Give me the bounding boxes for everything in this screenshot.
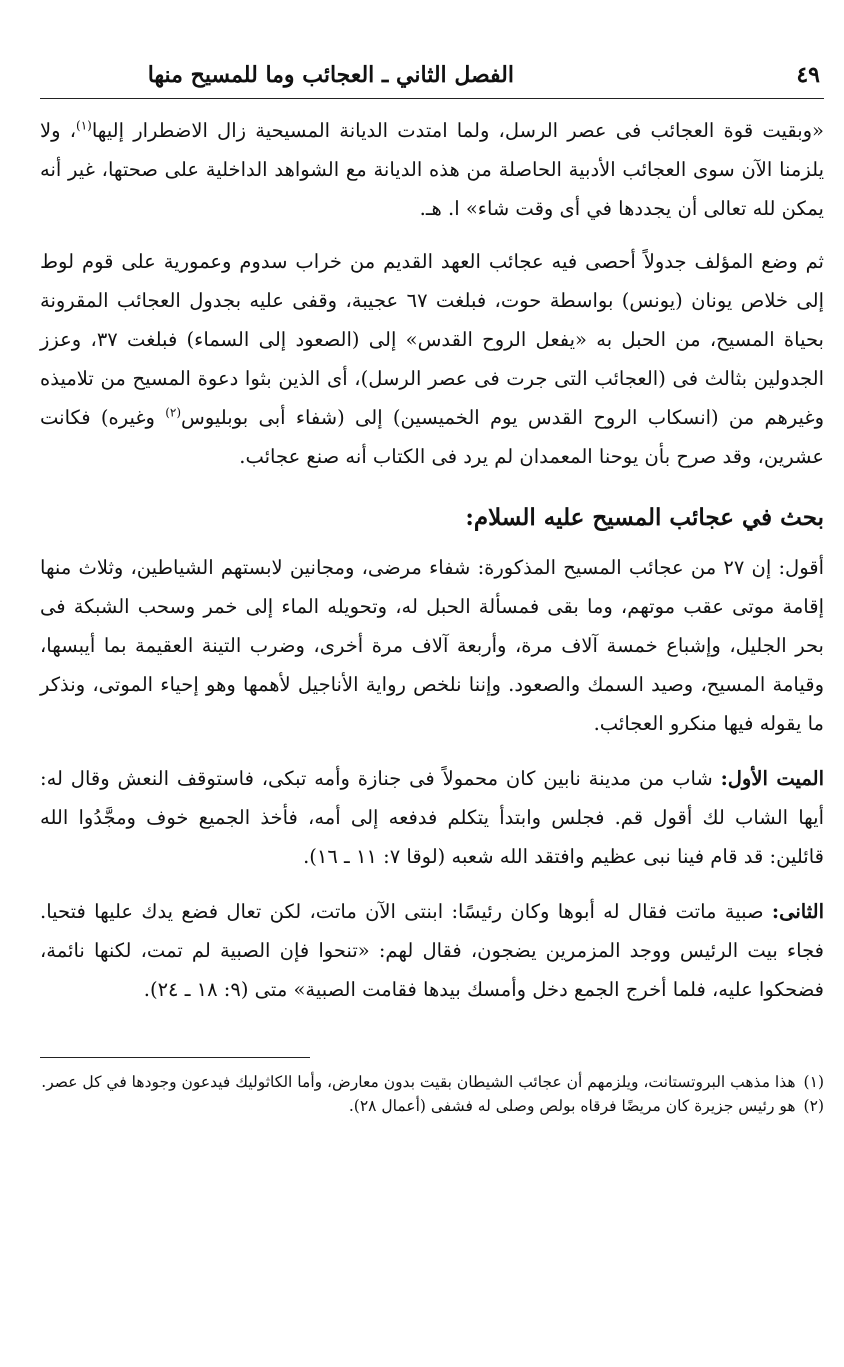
footnote-text: هو رئيس جزيرة كان مريضًا فرقاه بولص وصلى له فشفى (أعمال ٢٨).: [348, 1097, 796, 1115]
paragraph-quote-end: [40, 111, 824, 228]
paragraph-first-dead: [40, 759, 824, 876]
footnote-text: هذا مذهب البروتستانت، ويلزمهم أن عجائب الشيطان بقيت بدون معارض، وأما الكاثوليك فيدعون وجودها في كل عصر.: [41, 1073, 796, 1091]
paragraph-text: شاب من مدينة نابين كان محمولاً فى جنازة وأمه تبكى، فاستوقف النعش وقال له: أيها الشاب لك أقول قم. فجلس وابتدأ يتكلم فدفعه إلى أمه، فأخذ الجميع خوف ومجَّدُوا الله قائلين: قد قام فينا نبى عظيم وافتقد الله شعبه (لوقا ٧: ١١ ـ ١٦).: [40, 767, 824, 868]
paragraph-miracles-summary: أقول: إن ٢٧ من عجائب المسيح المذكورة: شفاء مرضى، ومجانين لابستهم الشياطين، وثلاث منها إقامة موتى عقب موتهم، وما بقى فمسألة الحبل له، وتحويله الماء إلى خمر وسحب الشبكة فى بحر الجليل، وإشباع خمسة آلاف مرة، وأربعة آلاف مرة أخرى، وضرب التينة العقيمة بما أيبسها، وقيامة المسيح، وصيد السمك والصعود. وإننا نلخص رواية الأناجيل لأهمها وهو إحياء الموتى، ونذكر ما يقوله فيها منكرو العجائب.: [40, 556, 825, 735]
footnote-separator: [40, 1057, 824, 1058]
paragraph-text: «وبقيت قوة العجائب فى عصر الرسل، ولما امتدت الديانة المسيحية زال الاضطرار إليها: [91, 119, 824, 142]
footnote-mark: (١): [803, 1073, 824, 1091]
footnote-item: [40, 1094, 824, 1118]
chapter-title: الفصل الثاني ـ العجائب وما للمسيح منها: [147, 62, 514, 88]
footnote-item: [40, 1070, 824, 1094]
paragraph-second-dead: [40, 892, 824, 1009]
paragraph-text: صبية ماتت فقال له أبوها وكان رئيسًا: ابنتى الآن ماتت، لكن تعال فضع يدك عليها فتحيا. فجاء بيت الرئيس ووجد المزمرين يضجون، فقال لهم: «تنحوا فإن الصبية لم تمت، لكنها نائمة، فضحكوا عليه، فلما أخرج الجمع دخل وأمسك بيدها فقامت الصبية» متى (٩: ١٨ ـ ٢٤).: [40, 900, 824, 1001]
footnote-reference: (١): [76, 118, 92, 133]
paragraph-lead: الثانى:: [771, 900, 824, 923]
section-heading: بحث في عجائب المسيح عليه السلام:: [465, 504, 824, 531]
paragraph-text: ثم وضع المؤلف جدولاً أحصى فيه عجائب العهد القديم من خراب سدوم وعمورية على قوم لوط إلى خلاص يونان (يونس) بواسطة حوت، فبلغت ٦٧ عجيبة، وقفى عليه بجدول العجائب المقرونة بحياة المسيح، من الحبل به «يفعل الروح القدس» إلى (الصعود إلى السماء) فبلغت ٣٧، وعزز الجدولين بثالث فى (العجائب التى جرت فى عصر الرسل)، أى الذين بثوا دعوة المسيح من تلاميذه وغيرهم من (انسكاب الروح القدس يوم الخميسين) إلى (شفاء أبى بوبليوس: [40, 250, 824, 429]
paragraph-lead: الميت الأول:: [720, 767, 824, 790]
paragraph-miracle-tables: [40, 242, 824, 476]
running-header: [40, 58, 824, 99]
book-page: [40, 58, 824, 1118]
page-number: ٤٩: [796, 62, 820, 88]
footnotes: [40, 1070, 824, 1118]
paragraph-text: وغيره) فكانت عشرين، وقد صرح بأن يوحنا المعمدان لم يرد فى الكتاب أنه صنع عجائب.: [40, 406, 824, 468]
footnote-reference: (٢): [165, 405, 182, 420]
paragraph-text: ، ولا يلزمنا الآن سوى العجائب الأدبية الحاصلة من هذه الديانة مع الشواهد الداخلية على صحتها، غير أنه يمكن لله تعالى أن يجددها في أى وقت شاء» ا. هـ.: [40, 119, 824, 220]
footnote-rule: [40, 1057, 310, 1058]
footnote-mark: (٢): [803, 1097, 824, 1115]
